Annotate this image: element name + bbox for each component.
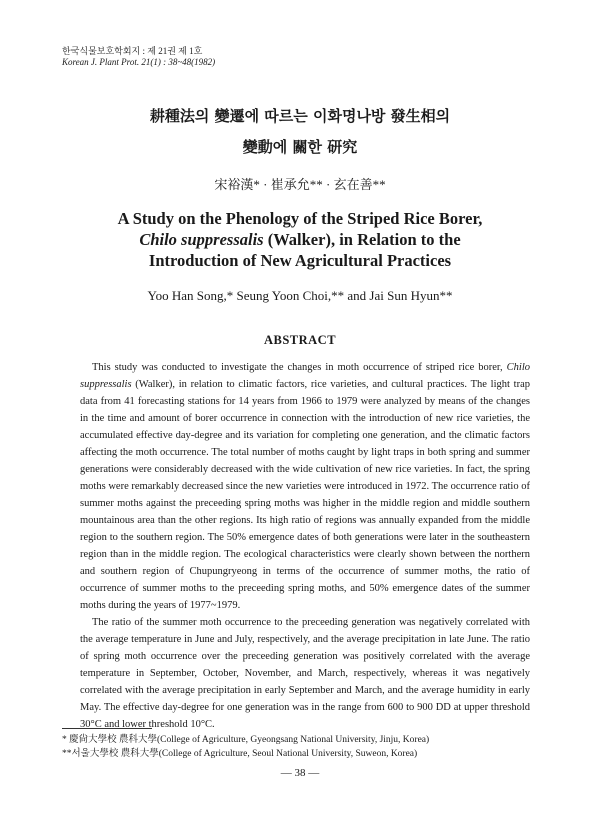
- journal-citation-english: Korean J. Plant Prot. 21(1) : 38~48(1982): [62, 57, 216, 67]
- english-authors: Yoo Han Song,* Seung Yoon Choi,** and Jai Sun Hyun**: [147, 288, 453, 303]
- footnote-1: * 慶尙大學校 農科大學(College of Agriculture, Gyeongsang National University, Jinju, Korea): [62, 735, 430, 745]
- footnote-divider: [62, 728, 152, 729]
- english-title-line-2: [0, 229, 600, 250]
- abstract-heading: ABSTRACT: [263, 333, 337, 347]
- footnote-2: **서울大學校 農科大學(College of Agriculture, Seoul National University, Suweon, Korea): [62, 749, 418, 759]
- journal-citation-korean: 한국식물보호학회지 : 제 21권 제 1호: [62, 46, 203, 56]
- english-title-line-2-rest: (Walker), in Relation to the: [263, 230, 461, 249]
- page-number: — 38 —: [280, 767, 320, 779]
- journal-header: [62, 46, 215, 68]
- abstract-paragraph-2: The ratio of the summer moth occurrence to the preceeding generation was negatively correlated with the average temperature in June and July, respectively, and the average precipitation in late June. The ratio of spring moth occurrence over the preceeding generation was positively correlated with the average temperature in September, October, November, and March, respectively, whereas it was negatively correlated with the average precipitation in early September and March, and the average humidity in early May. The effective day-degree for one generation was in the range from 600 to 900 DD at upper threshold 30°C and lower threshold 10°C.: [80, 617, 530, 730]
- english-title-line-3: Introduction of New Agricultural Practices: [148, 251, 452, 270]
- korean-authors: 宋裕漢* · 崔承允** · 玄在善**: [214, 177, 386, 192]
- species-name: Chilo suppressalis: [139, 230, 264, 249]
- english-title: [0, 208, 600, 271]
- korean-title-line-2: 變動에 關한 研究: [242, 138, 358, 156]
- abstract-text: (Walker), in relation to climatic factors, rice varieties, and cultural practices. The light trap data from 41 forecasting stations for 14 years from 1966 to 1979 were analyzed by means of the changes in the time and amount of borer occurrence in connection with the introduction of new rice varieties, the accumulated effective day-degree and its variation for completing one generation, and the climatic factors affecting the moth occurrence. The total number of moths caught by light traps in both spring and summer generations were considerably decreased with the wide cultivation of new rice varieties. In fact, the spring moths were remarkably decreased since the new varieties were introduced in 1972. The occurrence ratio of summer moths against the preceeding spring moths was higher in the middle region and middle southern mountainous area than the other regions. Its high ratio of regions was annually expanded from the middle region to the southern region. The 50% emergence dates of both generations were later in the southeastern region than in the middle region. The ecological characteristics were clearly shown between the northern and southern region of Chupungryeong in terms of the occurrence of summer moths, the ratio of occurrence of summer moths to the preceeding spring moths, and 50% emergence dates of the summer moths during the years of 1977~1979.: [80, 379, 530, 611]
- english-title-line-1: A Study on the Phenology of the Striped Rice Borer,: [117, 209, 483, 228]
- abstract-text: This study was conducted to investigate the changes in moth occurrence of striped rice borer,: [92, 362, 507, 373]
- korean-title-line-1: 耕種法의 變遷에 따르는 이화명나방 發生相의: [149, 107, 451, 125]
- abstract-body: [80, 359, 530, 733]
- species-name-inline: Chilo suppressalis: [80, 362, 530, 390]
- abstract-paragraph-1: [80, 359, 530, 614]
